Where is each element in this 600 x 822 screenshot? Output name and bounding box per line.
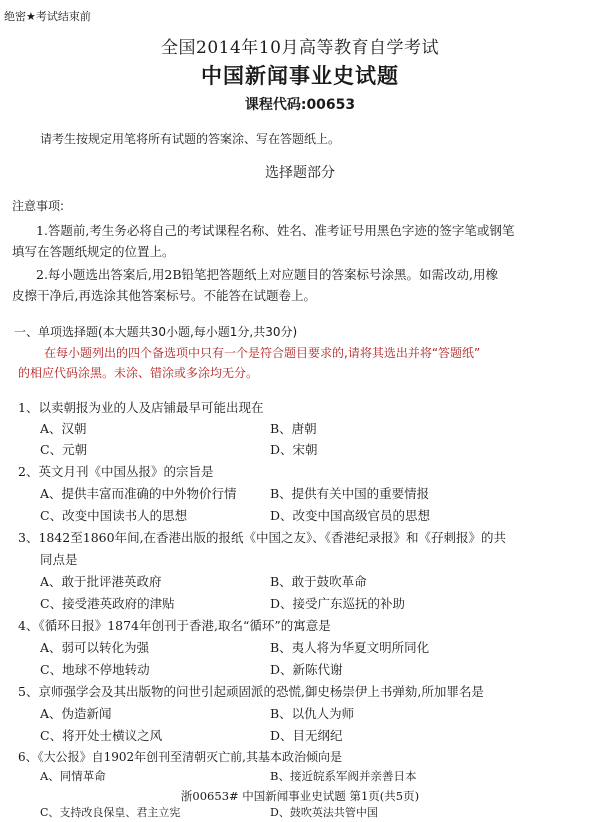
section-title: 选择题部分 xyxy=(265,165,335,181)
question-3-stem-line-1: 3、1842至1860年间,在香港出版的报纸《中国之友》、《香港纪录报》和《孖刺报》的共 xyxy=(18,530,507,545)
note-1-line-1: 1.答题前,考生务必将自己的考试课程名称、姓名、准考证号用黑色字迹的签字笔或钢笔 xyxy=(36,223,515,238)
question-2-option-d: D、改变中国高级官员的思想 xyxy=(270,508,431,523)
question-6-option-a: A、同情革命 xyxy=(40,769,106,783)
part1-desc-line-1: 在每小题列出的四个备选项中只有一个是符合题目要求的,请将其选出并将“答题纸” xyxy=(44,346,481,360)
question-3-option-a: A、敢于批评港英政府 xyxy=(40,574,162,589)
question-5-option-d: D、目无纲纪 xyxy=(270,728,343,743)
question-1-stem: 1、以卖朝报为业的人及店铺最早可能出现在 xyxy=(18,400,264,415)
question-4-option-d: D、新陈代谢 xyxy=(270,662,343,677)
answer-instruction: 请考生按规定用笔将所有试题的答案涂、写在答题纸上。 xyxy=(40,132,341,146)
question-5-option-a: A、伪造新闻 xyxy=(40,706,112,721)
part1-heading: 一、单项选择题(本大题共30小题,每小题1分,共30分) xyxy=(14,325,298,339)
question-4-option-a: A、弱可以转化为强 xyxy=(40,640,150,655)
question-2-stem: 2、英文月刊《中国丛报》的宗旨是 xyxy=(18,464,214,479)
question-2-option-b: B、提供有关中国的重要情报 xyxy=(270,486,430,501)
question-4-stem: 4、《循环日报》1874年创刊于香港,取名“循环”的寓意是 xyxy=(18,618,331,633)
question-5-option-c: C、将开处士横议之风 xyxy=(40,728,163,743)
page-footer: 浙00653# 中国新闻事业史试题 第1页(共5页) xyxy=(180,789,420,803)
question-3-option-c: C、接受港英政府的津贴 xyxy=(40,596,175,611)
exam-title: 全国2014年10月高等教育自学考试 xyxy=(161,38,439,58)
question-5-option-b: B、以仇人为师 xyxy=(270,706,355,721)
question-5-stem: 5、京师强学会及其出版物的问世引起顽固派的恐慌,御史杨崇伊上书弹劾,所加罪名是 xyxy=(18,684,484,699)
question-3-option-d: D、接受广东巡抚的补助 xyxy=(270,596,406,611)
question-6-option-c: C、支持改良保皇、君主立宪 xyxy=(40,806,181,819)
question-4-option-b: B、夷人将为华夏文明所同化 xyxy=(270,640,430,655)
question-1-option-a: A、汉朝 xyxy=(40,421,87,436)
note-1-line-2: 填写在答题纸规定的位置上。 xyxy=(12,244,175,259)
question-3-option-b: B、敢于鼓吹革命 xyxy=(270,574,367,589)
paper-title: 中国新闻事业史试题 xyxy=(201,63,399,88)
question-1-option-c: C、元朝 xyxy=(40,442,88,457)
question-6-option-b: B、接近皖系军阀并亲善日本 xyxy=(270,769,417,783)
question-1-option-d: D、宋朝 xyxy=(270,442,318,457)
question-1-option-b: B、唐朝 xyxy=(270,421,317,436)
question-2-option-c: C、改变中国读书人的思想 xyxy=(40,508,188,523)
note-2-line-2: 皮擦干净后,再选涂其他答案标号。不能答在试题卷上。 xyxy=(12,288,316,303)
question-4-option-c: C、地球不停地转动 xyxy=(40,662,150,677)
part1-desc-line-2: 的相应代码涂黑。未涂、错涂或多涂均无分。 xyxy=(18,366,259,380)
question-3-stem-line-2: 同点是 xyxy=(40,552,78,567)
secret-mark: 绝密★考试结束前 xyxy=(4,10,91,23)
course-code: 课程代码:00653 xyxy=(244,97,356,113)
question-6-option-d: D、鼓吹英法共管中国 xyxy=(270,806,378,819)
notes-label: 注意事项: xyxy=(12,199,65,213)
note-2-line-1: 2.每小题选出答案后,用2B铅笔把答题纸上对应题目的答案标号涂黑。如需改动,用橡 xyxy=(36,267,499,282)
question-6-stem: 6、《大公报》自1902年创刊至清朝灭亡前,其基本政治倾向是 xyxy=(18,750,342,764)
question-2-option-a: A、提供丰富而准确的中外物价行情 xyxy=(40,486,237,501)
